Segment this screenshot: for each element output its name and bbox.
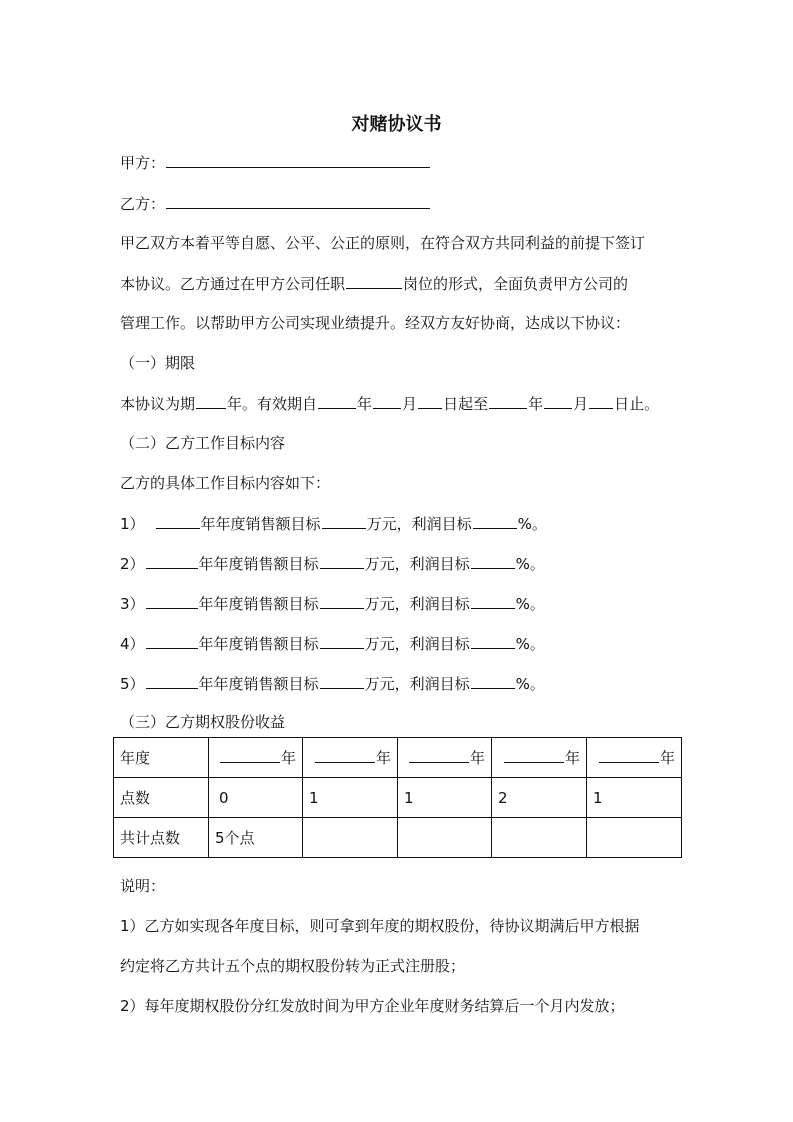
empty-cell — [587, 818, 682, 858]
target-item-5 — [120, 673, 545, 694]
term-text-4: 月 — [402, 395, 418, 413]
target-profit-blank[interactable] — [471, 633, 515, 649]
target-sales-blank[interactable] — [320, 553, 364, 569]
target-item-1 — [120, 513, 547, 534]
year-cell[interactable] — [398, 738, 492, 778]
section-2-heading: （二）乙方工作目标内容 — [120, 434, 286, 452]
target-sales-blank[interactable] — [320, 593, 364, 609]
row-label-year: 年度 — [114, 738, 209, 778]
term-text-8: 日止。 — [614, 395, 660, 413]
term-text-1: 本协议为期 — [120, 395, 196, 413]
target-profit-blank[interactable] — [471, 673, 515, 689]
term-text-7: 月 — [573, 395, 589, 413]
target-year-blank[interactable] — [146, 593, 198, 609]
note-1-line-2: 约定将乙方共计五个点的期权股份转为正式注册股； — [120, 957, 466, 975]
term-years-blank[interactable] — [196, 393, 226, 409]
stock-table — [113, 737, 682, 858]
points-cell: 2 — [492, 778, 587, 818]
target-sales-blank[interactable] — [322, 513, 366, 529]
year-cell[interactable] — [303, 738, 398, 778]
year-suffix: 年 — [469, 749, 485, 767]
target-text-b: 万元，利润目标 — [364, 555, 470, 573]
points-cell — [209, 778, 303, 818]
target-text-b: 万元，利润目标 — [364, 675, 470, 693]
target-profit-blank[interactable] — [471, 553, 515, 569]
section-3-heading: （三）乙方期权股份收益 — [120, 713, 286, 731]
year-cell[interactable] — [209, 738, 303, 778]
target-profit-blank[interactable] — [471, 593, 515, 609]
target-sales-blank[interactable] — [320, 633, 364, 649]
target-text-b: 万元，利润目标 — [366, 515, 472, 533]
target-text-b: 万元，利润目标 — [364, 635, 470, 653]
target-text-c: %。 — [515, 595, 545, 613]
year-suffix: 年 — [280, 749, 296, 767]
intro-line-3: 管理工作。以帮助甲方公司实现业绩提升。经双方友好协商，达成以下协议： — [120, 314, 631, 332]
target-number: 5） — [120, 675, 145, 693]
target-year-blank[interactable] — [146, 553, 198, 569]
position-blank[interactable] — [346, 273, 402, 289]
end-year-blank[interactable] — [489, 393, 527, 409]
row-label-total: 共计点数 — [114, 818, 209, 858]
party-b-label: 乙方： — [120, 195, 166, 213]
note-1-line-1: 1）乙方如实现各年度目标，则可拿到年度的期权股份，待协议期满后甲方根据 — [120, 917, 640, 935]
intro-line-2-before: 本协议。乙方通过在甲方公司任职 — [120, 275, 346, 293]
target-text-a: 年年度销售额目标 — [198, 595, 319, 613]
table-row-points — [114, 778, 682, 818]
target-text-c: %。 — [515, 555, 545, 573]
start-year-blank[interactable] — [318, 393, 356, 409]
target-year-blank[interactable] — [156, 513, 200, 529]
target-text-c: %。 — [515, 675, 545, 693]
term-text-3: 年 — [357, 395, 373, 413]
party-a-label: 甲方： — [120, 154, 166, 172]
term-text-2: 年。有效期自 — [227, 395, 318, 413]
total-points-cell: 5个点 — [209, 818, 303, 858]
target-text-b: 万元，利润目标 — [364, 595, 470, 613]
target-text-c: %。 — [515, 635, 545, 653]
end-day-blank[interactable] — [589, 393, 613, 409]
target-text-a: 年年度销售额目标 — [198, 635, 319, 653]
points-value: 0 — [219, 788, 229, 807]
year-suffix: 年 — [564, 749, 580, 767]
year-blank[interactable] — [504, 747, 564, 763]
year-blank[interactable] — [220, 747, 280, 763]
target-text-c: %。 — [517, 515, 547, 533]
year-cell[interactable] — [492, 738, 587, 778]
target-text-a: 年年度销售额目标 — [198, 555, 319, 573]
party-a-blank[interactable] — [166, 152, 430, 168]
points-cell: 1 — [398, 778, 492, 818]
target-sales-blank[interactable] — [320, 673, 364, 689]
section-2-intro: 乙方的具体工作目标内容如下： — [120, 474, 331, 492]
empty-cell — [398, 818, 492, 858]
party-a-line — [120, 152, 431, 173]
party-b-line — [120, 193, 431, 214]
term-text-6: 年 — [528, 395, 544, 413]
section-1-heading: （一）期限 — [120, 354, 196, 372]
target-profit-blank[interactable] — [473, 513, 517, 529]
target-text-a: 年年度销售额目标 — [198, 675, 319, 693]
empty-cell — [303, 818, 398, 858]
target-year-blank[interactable] — [146, 673, 198, 689]
target-item-4 — [120, 633, 545, 654]
year-suffix: 年 — [659, 749, 675, 767]
term-text-5: 日起至 — [443, 395, 489, 413]
term-line — [120, 393, 659, 414]
note-2: 2）每年度期权股份分红发放时间为甲方企业年度财务结算后一个月内发放； — [120, 997, 625, 1015]
start-month-blank[interactable] — [373, 393, 401, 409]
party-b-blank[interactable] — [166, 193, 430, 209]
row-label-points: 点数 — [114, 778, 209, 818]
target-item-2 — [120, 553, 545, 574]
document-title: 对赌协议书 — [351, 114, 442, 135]
intro-line-1: 甲乙双方本着平等自愿、公平、公正的原则，在符合双方共同利益的前提下签订 — [120, 234, 646, 252]
notes-heading: 说明： — [120, 877, 166, 895]
points-cell: 1 — [587, 778, 682, 818]
points-cell: 1 — [303, 778, 398, 818]
year-blank[interactable] — [599, 747, 659, 763]
target-number: 1） — [120, 515, 145, 533]
target-item-3 — [120, 593, 545, 614]
empty-cell — [492, 818, 587, 858]
intro-line-2 — [120, 273, 628, 294]
year-blank[interactable] — [315, 747, 375, 763]
target-text-a: 年年度销售额目标 — [200, 515, 321, 533]
year-suffix: 年 — [375, 749, 391, 767]
table-row-year — [114, 738, 682, 778]
target-number: 3） — [120, 595, 145, 613]
start-day-blank[interactable] — [418, 393, 442, 409]
intro-line-2-after: 岗位的形式，全面负责甲方公司的 — [403, 275, 629, 293]
year-cell[interactable] — [587, 738, 682, 778]
end-month-blank[interactable] — [544, 393, 572, 409]
target-year-blank[interactable] — [146, 633, 198, 649]
target-number: 4） — [120, 635, 145, 653]
table-row-total — [114, 818, 682, 858]
year-blank[interactable] — [409, 747, 469, 763]
target-number: 2） — [120, 555, 145, 573]
